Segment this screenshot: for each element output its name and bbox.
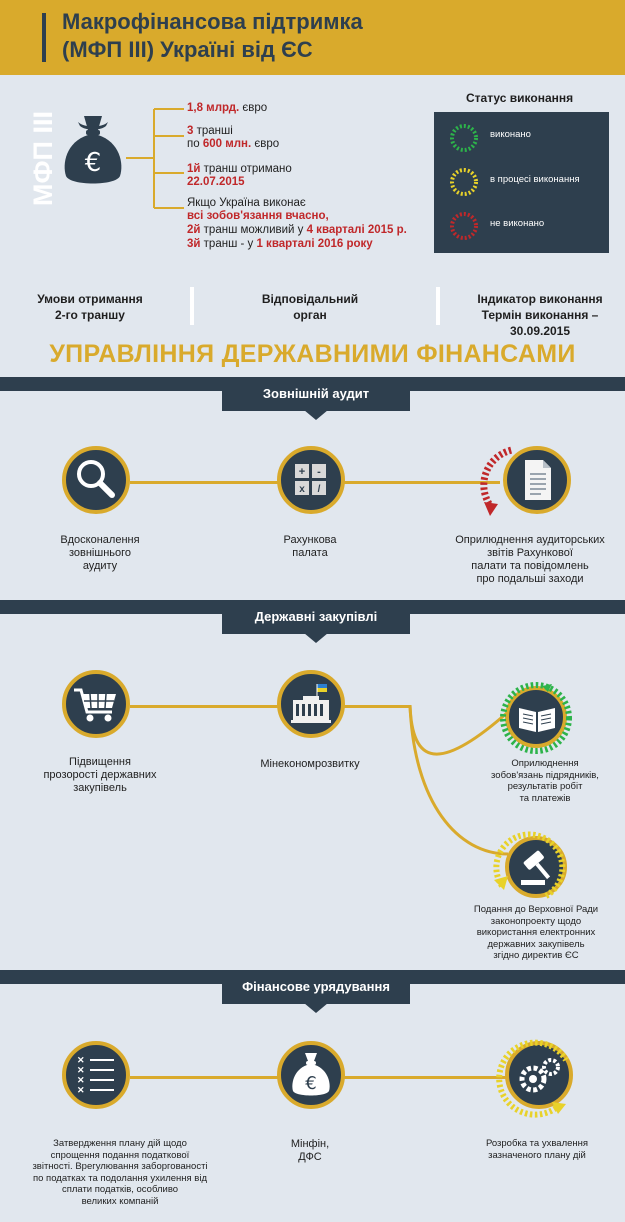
status-legend-title: Статус виконання: [466, 91, 574, 105]
s3-condition: Затвердження плану дій щодо спрощення подання податкової звітності. Врегулювання заборгованості по податках та подолання ухилення від сплати податків, особливо великих компаній: [32, 1138, 208, 1207]
fact-total: 1,8 млрд. євро: [187, 102, 268, 114]
svg-text:✕: ✕: [77, 1065, 85, 1075]
status-progress-icon: [448, 166, 480, 198]
s3-indicator: Розробка та ухвалення зазначеного плану дій: [485, 1138, 589, 1161]
shopping-cart-icon: [66, 674, 126, 734]
status-not-done-icon: [448, 210, 480, 242]
circle-reports: [503, 446, 571, 514]
page-title: [62, 8, 602, 64]
money-bag-icon: [281, 1045, 341, 1105]
fact-first-tranche: 1й транш отримано: [187, 163, 292, 175]
facts-bracket: [126, 103, 186, 215]
circle-audit: [62, 446, 130, 514]
program-label-text: МФП III: [28, 111, 58, 206]
fact-second-tranche: 2й транш можливий у 4 кварталі 2015 р.: [187, 224, 407, 236]
section-title-procurement: Державні закупівлі: [222, 604, 410, 634]
s1-body: Рахункова палата: [283, 534, 337, 559]
title-line-1: Макрофінансова підтримка: [62, 9, 363, 34]
s2-body: Мінекономрозвитку: [260, 758, 360, 770]
circle-accounting-chamber: [277, 446, 345, 514]
column-header-indicator: Індикатор виконання Термін виконання – 30.09.2015: [477, 292, 603, 338]
money-bag-icon: [60, 112, 126, 190]
status-ring-in-progress-icon: [492, 1030, 576, 1120]
status-done-icon: [448, 122, 480, 154]
checklist-icon: [66, 1045, 126, 1105]
fact-third-tranche: 3й транш - у 1 кварталі 2016 року: [187, 238, 373, 250]
status-done-label: виконано: [490, 129, 531, 140]
column-header-conditions: Умови отримання 2-го траншу: [37, 292, 143, 322]
svg-text:-: -: [317, 466, 321, 478]
fact-tranche-size: по 600 млн. євро: [187, 138, 280, 150]
s2-indicator-1: Оприлюднення зобов'язань підрядників, результатів робіт та платежів: [491, 758, 599, 804]
s1-indicator: Оприлюднення аудиторських звітів Рахункової палати та повідомлень про подальші заходи: [455, 534, 605, 585]
s3-body: Мінфін, ДФС: [290, 1138, 330, 1163]
circle-minfin: [277, 1041, 345, 1109]
status-legend: [434, 112, 609, 253]
status-progress-label: в процесі виконання: [490, 174, 580, 185]
fact-first-date: 22.07.2015: [187, 176, 245, 188]
program-label: [6, 100, 61, 210]
s2-indicator-2: Подання до Верховної Ради законопроекту щодо використання електронних державних закупівель згідно директив ЄС: [473, 904, 599, 961]
section-title-audit: Зовнішній аудит: [222, 381, 410, 411]
s1-condition: Вдосконалення зовнішнього аудиту: [60, 534, 140, 572]
fact-condition: Якщо Україна виконає: [187, 197, 306, 209]
svg-text:x: x: [299, 484, 305, 495]
government-building-icon: [281, 674, 341, 734]
connector-line: [130, 705, 410, 708]
main-title: УПРАВЛІННЯ ДЕРЖАВНИМИ ФІНАНСАМИ: [49, 340, 576, 368]
svg-text:€: €: [84, 148, 102, 178]
column-divider: [436, 287, 440, 325]
column-divider: [190, 287, 194, 325]
status-ring-done-icon: [498, 680, 574, 756]
svg-text:€: €: [305, 1073, 317, 1094]
circle-ministry: [277, 670, 345, 738]
fact-condition-2: всі зобов'язання вчасно,: [187, 210, 329, 222]
calculator-icon: [281, 450, 341, 510]
status-not-done-label: не виконано: [490, 218, 545, 229]
svg-text:✕: ✕: [77, 1075, 85, 1085]
circle-action-plan: [62, 1041, 130, 1109]
fact-tranches: 3 транші: [187, 125, 233, 137]
magnifier-icon: [66, 450, 126, 510]
svg-text:✕: ✕: [77, 1085, 85, 1095]
s2-condition: Підвищення прозорості державних закупівель: [43, 756, 157, 794]
column-header-body: Відповідальний орган: [261, 292, 359, 322]
title-line-2: (МФП III) Україні від ЄС: [62, 37, 313, 62]
svg-text:/: /: [317, 484, 321, 495]
circle-transparency: [62, 670, 130, 738]
document-icon: [507, 450, 567, 510]
svg-text:+: +: [298, 466, 306, 478]
section-title-governance: Фінансове урядування: [222, 974, 410, 1004]
svg-text:✕: ✕: [77, 1055, 85, 1065]
header-accent-bar: [42, 13, 46, 62]
status-ring-in-progress-icon: [490, 828, 570, 908]
